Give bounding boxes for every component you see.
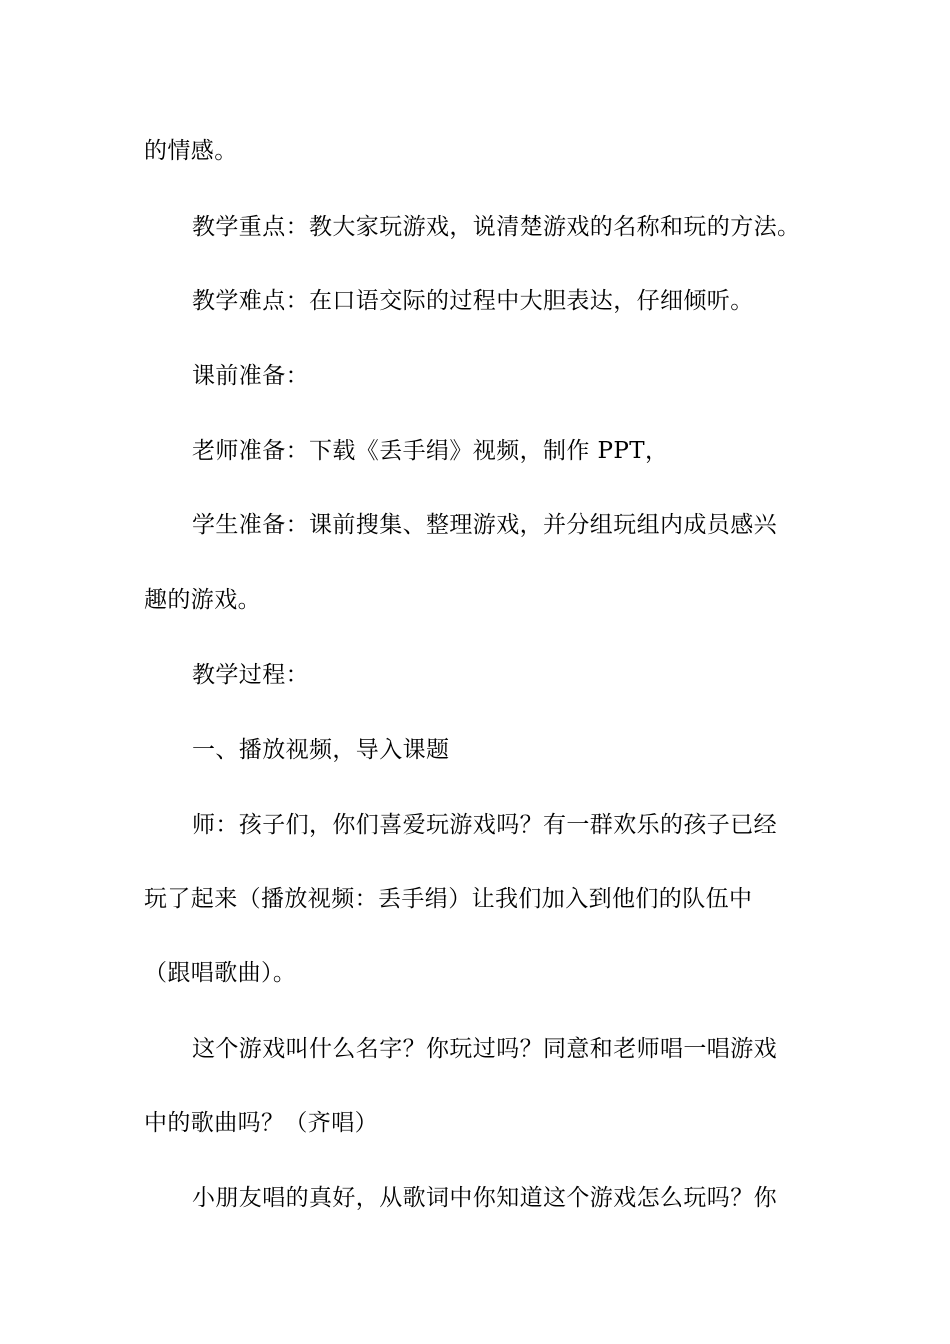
- text-line-4: 课前准备：: [192, 363, 309, 389]
- text-line-2: 教学重点：教大家玩游戏，说清楚游戏的名称和玩的方法。: [192, 214, 801, 240]
- text-line-3: 教学难点：在口语交际的过程中大胆表达，仔细倾听。: [192, 288, 754, 314]
- text-line-12: （跟唱歌曲）。: [144, 960, 297, 986]
- text-line-1: 的情感。: [144, 138, 238, 164]
- text-line-15: 小朋友唱的真好，从歌词中你知道这个游戏怎么玩吗？你: [192, 1185, 777, 1211]
- text-line-8: 教学过程：: [192, 662, 309, 688]
- text-line-7: 趣的游戏。: [144, 587, 261, 613]
- text-line-5: 老师准备：下载《丢手绢》视频，制作 PPT，: [192, 438, 669, 464]
- text-line-6: 学生准备：课前搜集、整理游戏，并分组玩组内成员感兴: [192, 512, 777, 538]
- text-line-11: 玩了起来（播放视频：丢手绢）让我们加入到他们的队伍中: [144, 886, 753, 912]
- text-line-9: 一、播放视频，导入课题: [192, 737, 450, 763]
- text-line-14: 中的歌曲吗？（齐唱）: [144, 1110, 378, 1136]
- text-line-10: 师：孩子们，你们喜爱玩游戏吗？有一群欢乐的孩子已经: [192, 812, 777, 838]
- text-line-13: 这个游戏叫什么名字？你玩过吗？同意和老师唱一唱游戏: [192, 1036, 777, 1062]
